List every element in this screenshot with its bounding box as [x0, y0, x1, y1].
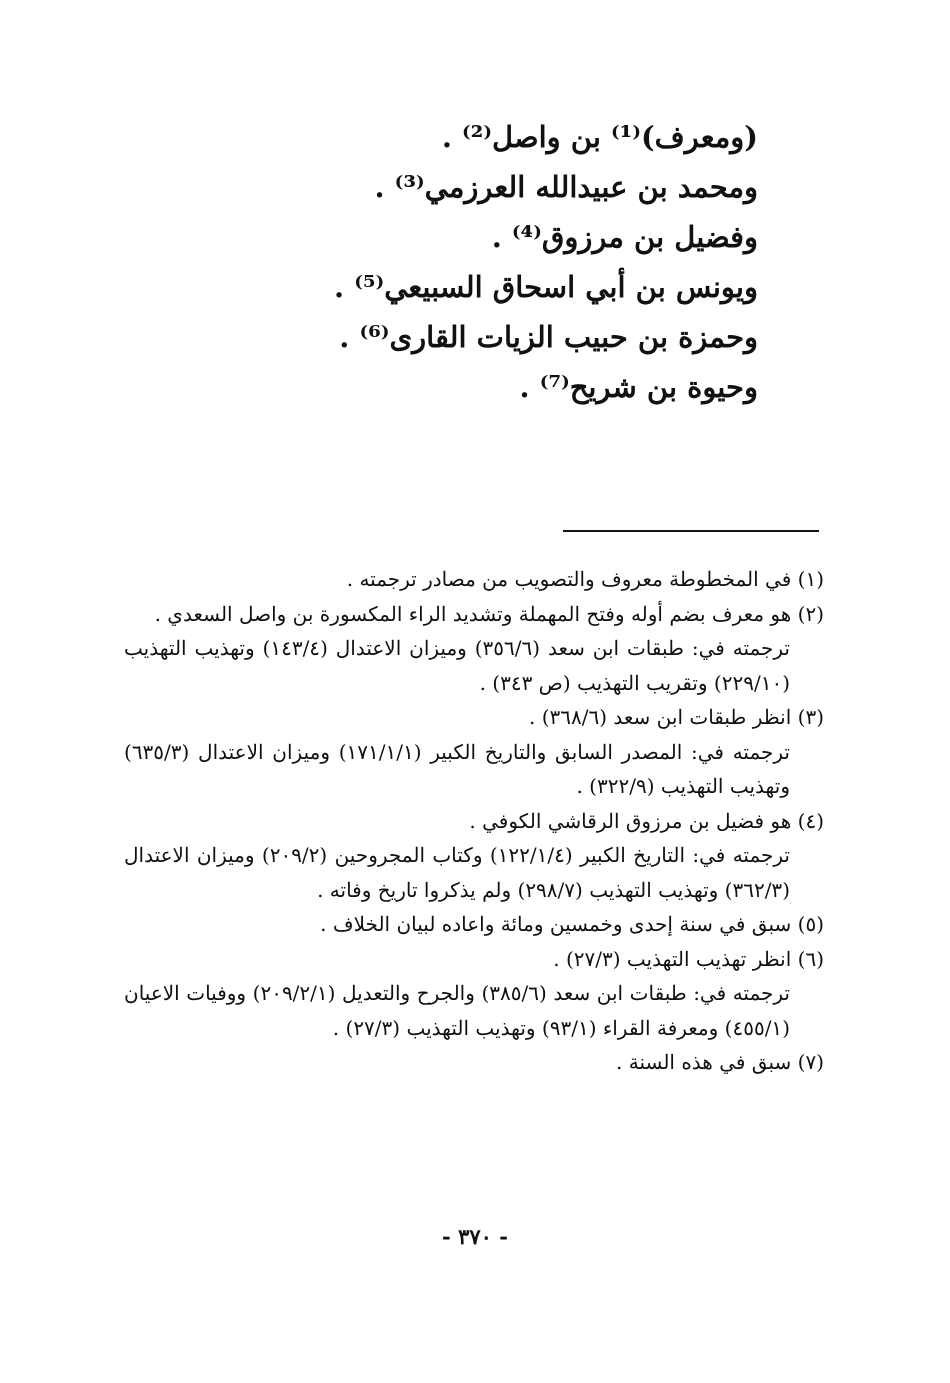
- footnote-text: (٥) سبق في سنة إحدى وخمسين ومائة واعاده لبيان الخلاف .: [320, 912, 824, 936]
- footnote-separator: [563, 530, 819, 532]
- footnote-sources: ترجمته في: المصدر السابق والتاريخ الكبير (١٧١/١/١) وميزان الاعتدال (٦٣٥/٣) وتهذيب التهذيب (٣٢٢/٩) .: [124, 739, 790, 798]
- footnote-text: (٣) انظر طبقات ابن سعد (٣٦٨/٦) .: [528, 705, 824, 729]
- footnote-1: [124, 562, 824, 597]
- narrator-line: وفضيل بن مرزوق⁽⁴⁾ .: [491, 220, 758, 254]
- narrator-list: [138, 112, 758, 412]
- narrator-line: وحيوة بن شريح⁽⁷⁾ .: [519, 370, 758, 404]
- narrator-line: وحمزة بن حبيب الزيات القارى⁽⁶⁾ .: [339, 320, 758, 354]
- footnote-3: [124, 700, 824, 804]
- footnote-6: [124, 942, 824, 1046]
- footnote-sources: ترجمته في: طبقات ابن سعد (٣٨٥/٦) والجرح والتعديل (٢٠٩/٢/١) ووفيات الاعيان (٤٥٥/١) ومعرفة القراء (٩٣/١) وتهذيب التهذيب (٢٧/٣) .: [124, 981, 790, 1040]
- footnote-sources: ترجمته في: التاريخ الكبير (١٢٢/١/٤) وكتاب المجروحين (٢٠٩/٢) وميزان الاعتدال (٣٦٢/٣) وتهذيب التهذيب (٢٩٨/٧) ولم يذكروا تاريخ وفاته .: [124, 843, 790, 902]
- footnote-text: (٤) هو فضيل بن مرزوق الرقاشي الكوفي .: [469, 808, 824, 833]
- narrator-line: ومحمد بن عبيدالله العرزمي⁽³⁾ .: [374, 170, 758, 204]
- footnote-sources: ترجمته في: طبقات ابن سعد (٣٥٦/٦) وميزان الاعتدال (١٤٣/٤) وتهذيب التهذيب (٢٢٩/١٠) وتقريب التهذيب (ص ٣٤٣) .: [124, 636, 791, 695]
- footnote-text: (٢) هو معرف بضم أوله وفتح المهملة وتشديد الراء المكسورة بن واصل السعدي .: [154, 601, 824, 626]
- footnotes: [124, 562, 824, 1080]
- footnote-text: (٧) سبق في هذه السنة .: [616, 1050, 824, 1074]
- footnote-5: [124, 907, 824, 942]
- page-number: - ٣٧٠ -: [442, 1224, 508, 1249]
- narrator-line: ويونس بن أبي اسحاق السبيعي⁽⁵⁾ .: [334, 270, 758, 304]
- footnote-text: (١) في المخطوطة معروف والتصويب من مصادر ترجمته .: [346, 567, 824, 591]
- narrator-line: (ومعرف)⁽¹⁾ بن واصل⁽²⁾ .: [441, 120, 758, 154]
- footnote-4: [124, 804, 824, 908]
- footnote-2: [124, 597, 824, 701]
- footnote-text: (٦) انظر تهذيب التهذيب (٢٧/٣) .: [553, 946, 824, 971]
- footnote-7: [124, 1045, 824, 1080]
